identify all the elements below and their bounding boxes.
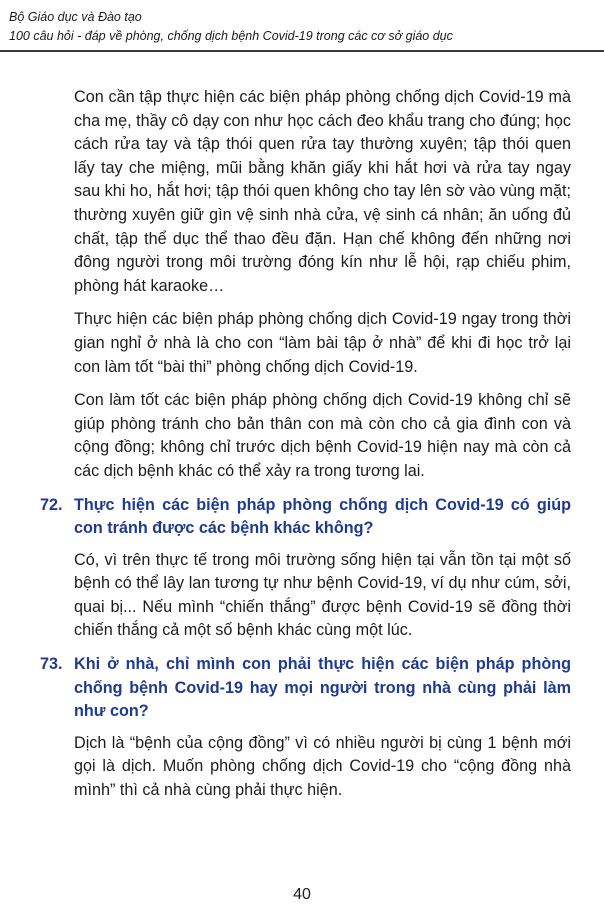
question-73 bbox=[40, 653, 571, 724]
question-number: 72. bbox=[40, 495, 63, 514]
header-document-title: 100 câu hỏi - đáp về phòng, chống dịch bệnh Covid-19 trong các cơ sở giáo dục bbox=[9, 29, 453, 43]
page-body bbox=[40, 86, 571, 813]
question-number: 73. bbox=[40, 655, 63, 674]
page-number: 40 bbox=[293, 886, 311, 903]
question-72 bbox=[40, 494, 571, 541]
question-text: Thực hiện các biện pháp phòng chống dịch Covid-19 có giúp con tránh được các bệnh khác không? bbox=[74, 495, 571, 538]
body-paragraph: Con làm tốt các biện pháp phòng chống dịch Covid-19 không chỉ sẽ giúp phòng tránh cho bản thân con mà còn cho cả gia đình con và cộng đồng; không chỉ trước dịch bệnh Covid-19 hiện nay mà còn cả các dịch bệnh khác có thể xảy ra trong tương lai. bbox=[74, 391, 571, 480]
question-text: Khi ở nhà, chỉ mình con phải thực hiện các biện pháp phòng chống bệnh Covid-19 hay mọi người trong nhà cùng phải làm như con? bbox=[74, 655, 571, 721]
header-divider bbox=[0, 50, 604, 52]
body-paragraph: Con cần tập thực hiện các biện pháp phòng chống dịch Covid-19 mà cha mẹ, thầy cô dạy con như học cách đeo khẩu trang cho đúng; học cách rửa tay và tập thói quen rửa tay thường xuyên; tập thói quen lấy tay che miệng, mũi bằng khăn giấy khi hắt hơi và rửa tay ngay sau khi ho, hắt hơi; tập thói quen không cho tay lên sờ vào vùng mặt; thường xuyên giữ gìn vệ sinh nhà cửa, vệ sinh cá nhân; ăn uống đủ chất, tập thể dục thể thao đều đặn. Hạn chế không đến những nơi đông người trong môi trường đóng kín như lễ hội, rạp chiếu phim, phòng hát karaoke… bbox=[74, 88, 571, 295]
header-publisher: Bộ Giáo dục và Đào tạo bbox=[9, 10, 142, 24]
answer-paragraph: Dịch là “bệnh của cộng đồng” vì có nhiều người bị cùng 1 bệnh mới gọi là dịch. Muốn phòng chống dịch Covid-19 cho “cộng đồng nhà mình” thì cả nhà cùng phải thực hiện. bbox=[74, 733, 571, 800]
running-header bbox=[9, 8, 599, 46]
body-paragraph: Thực hiện các biện pháp phòng chống dịch Covid-19 ngay trong thời gian nghỉ ở nhà là cho con “làm bài tập ở nhà” để khi đi học trở lại con làm tốt “bài thi” phòng chống dịch Covid-19. bbox=[74, 310, 571, 376]
answer-paragraph: Có, vì trên thực tế trong môi trường sống hiện tại vẫn tồn tại một số bệnh có thể lây lan tương tự như bệnh Covid-19, ví dụ như cúm, sởi, quai bị... Nếu mình “chiến thắng” được bệnh Covid-19 sẽ đồng thời chiến thắng cả một số bệnh khác cùng một lúc. bbox=[74, 550, 571, 640]
